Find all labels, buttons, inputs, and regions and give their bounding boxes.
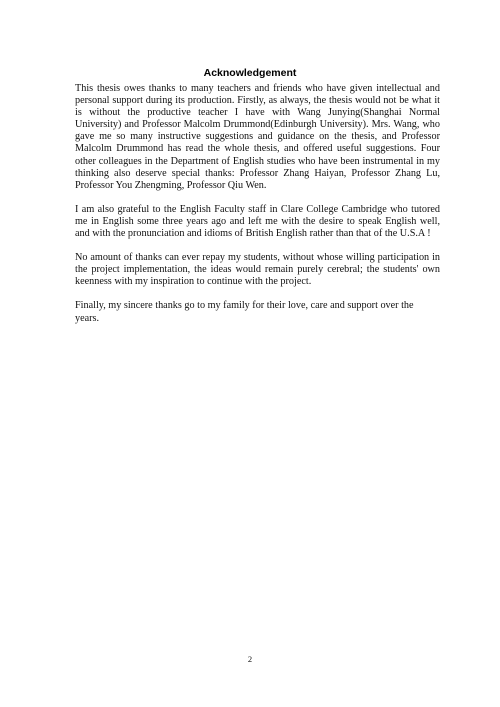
page-title: Acknowledgement bbox=[203, 67, 297, 79]
page-number: 2 bbox=[247, 654, 253, 664]
paragraph-students: No amount of thanks can ever repay my students, without whose willing participation in the project implementation, the ideas would remain purely cerebral; the students' own keenness with my inspiration to continue with the project. bbox=[75, 252, 440, 288]
body-text bbox=[75, 83, 440, 337]
paragraph-family: Finally, my sincere thanks go to my family for their love, care and support over the years. bbox=[75, 300, 414, 324]
paragraph-cambridge: I am also grateful to the English Faculty staff in Clare College Cambridge who tutored me in English some three years ago and left me with the desire to speak English well, and with the pronunciation and idioms of British English rather than that of the U.S.A ! bbox=[75, 203, 440, 240]
paragraph-intro: This thesis owes thanks to many teachers and friends who have given intellectual and personal support during its production. Firstly, as always, the thesis would not be what it is without the productive teacher I have with Wang Junying(Shanghai Normal University) and Professor Malcolm Drummond(Edinburgh University). Mrs. Wang, who gave me so many instructive suggestions and guidance on the thesis, and Professor Malcolm Drummond has read the whole thesis, and offered useful suggestions. Four other colleagues in the Department of English studies who have been instrumental in my thinking also deserve special thanks: Professor Zhang Haiyan, Professor Zhang Lu, Professor You Zhengming, Professor Qiu Wen. bbox=[75, 83, 440, 191]
